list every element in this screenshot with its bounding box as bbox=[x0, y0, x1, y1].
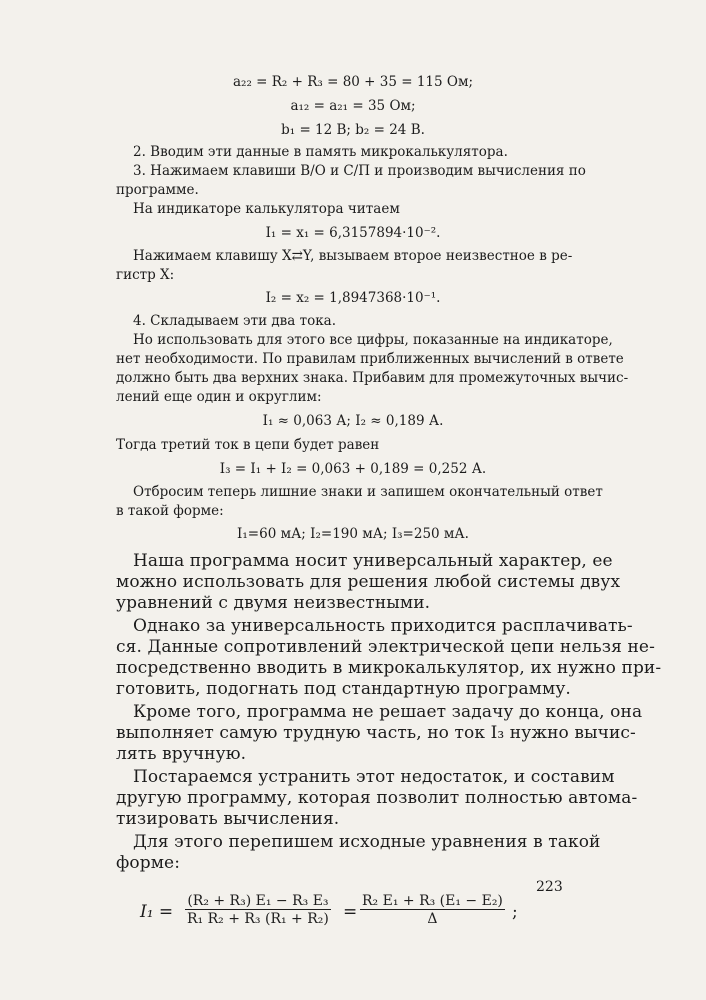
fraction-1-numerator: (R₂ + R₃) E₁ − R₃ E₃ bbox=[185, 893, 331, 910]
equation-i3: I₃ = I₁ + I₂ = 0,063 + 0,189 = 0,252 А. bbox=[219, 461, 487, 477]
paragraph-line: готовить, подогнать под стандартную программу. bbox=[116, 679, 571, 699]
paragraph-line: лять вручную. bbox=[116, 744, 247, 764]
text-line: лений еще один и округлим: bbox=[116, 389, 322, 405]
text-line: Но использовать для этого все цифры, показанные на индикаторе, bbox=[133, 332, 613, 348]
formula-fraction-2 bbox=[360, 893, 505, 927]
step-2: 2. Вводим эти данные в память микрокалькулятора. bbox=[133, 144, 508, 160]
paragraph-line: можно использовать для решения любой системы двух bbox=[116, 572, 621, 592]
equation-a12: a₁₂ = a₂₁ = 35 Ом; bbox=[290, 98, 416, 114]
paragraph-line: Для этого перепишем исходные уравнения в такой bbox=[133, 832, 601, 852]
page-number: 223 bbox=[536, 879, 563, 895]
equation-answer: I₁=60 мА; I₂=190 мА; I₃=250 мА. bbox=[237, 526, 469, 542]
paragraph-line: выполняет самую трудную часть, но ток I₃ нужно вычис- bbox=[116, 723, 636, 743]
fraction-2-denominator: Δ bbox=[427, 911, 438, 927]
text-line: в такой форме: bbox=[116, 503, 224, 519]
equation-i1: I₁ = x₁ = 6,3157894·10⁻². bbox=[265, 225, 441, 241]
step-4: 4. Складываем эти два тока. bbox=[133, 313, 336, 329]
equation-a22: a₂₂ = R₂ + R₃ = 80 + 35 = 115 Ом; bbox=[232, 74, 474, 90]
paragraph-line: другую программу, которая позволит полностью автома- bbox=[116, 788, 638, 808]
formula-equals: = bbox=[343, 902, 358, 922]
paragraph-line: посредственно вводить в микрокалькулятор, их нужно при- bbox=[116, 658, 662, 678]
equation-approx: I₁ ≈ 0,063 А; I₂ ≈ 0,189 А. bbox=[262, 413, 444, 429]
paragraph-line: Однако за универсальность приходится расплачивать- bbox=[133, 616, 633, 636]
formula-fraction-1 bbox=[185, 893, 331, 927]
text-line: нет необходимости. По правилам приближенных вычислений в ответе bbox=[116, 351, 624, 367]
step-3-cont: программе. bbox=[116, 182, 199, 198]
fraction-1-denominator: R₁ R₂ + R₃ (R₁ + R₂) bbox=[187, 911, 329, 927]
paragraph-line: форме: bbox=[116, 853, 181, 873]
equation-b: b₁ = 12 В; b₂ = 24 В. bbox=[281, 122, 425, 138]
formula-lhs: I₁ = bbox=[140, 902, 174, 922]
paragraph-line: Постараемся устранить этот недостаток, и составим bbox=[133, 767, 615, 787]
paragraph-line: Кроме того, программа не решает задачу до конца, она bbox=[133, 702, 643, 722]
paragraph-line: ся. Данные сопротивлений электрической цепи нельзя не- bbox=[116, 637, 655, 657]
paragraph-line: тизировать вычисления. bbox=[116, 809, 340, 829]
text-line: Нажимаем клавишу X⇄Y, вызываем второе неизвестное в ре- bbox=[133, 248, 573, 264]
step-3: 3. Нажимаем клавиши В/О и С/П и производим вычисления по bbox=[133, 163, 586, 179]
text-line: Отбросим теперь лишние знаки и запишем окончательный ответ bbox=[133, 484, 603, 500]
equation-i2: I₂ = x₂ = 1,8947368·10⁻¹. bbox=[265, 290, 441, 306]
text-line: должно быть два верхних знака. Прибавим для промежуточных вычис- bbox=[116, 370, 629, 386]
paragraph-line: Наша программа носит универсальный характер, ее bbox=[133, 551, 613, 571]
text-line: Тогда третий ток в цепи будет равен bbox=[116, 437, 380, 453]
text-line: На индикаторе калькулятора читаем bbox=[133, 201, 400, 217]
formula-semicolon: ; bbox=[512, 902, 518, 922]
fraction-2-numerator: R₂ E₁ + R₃ (E₁ − E₂) bbox=[362, 893, 503, 909]
paragraph-line: уравнений с двумя неизвестными. bbox=[116, 593, 431, 613]
text-line: гистр X: bbox=[116, 267, 175, 283]
